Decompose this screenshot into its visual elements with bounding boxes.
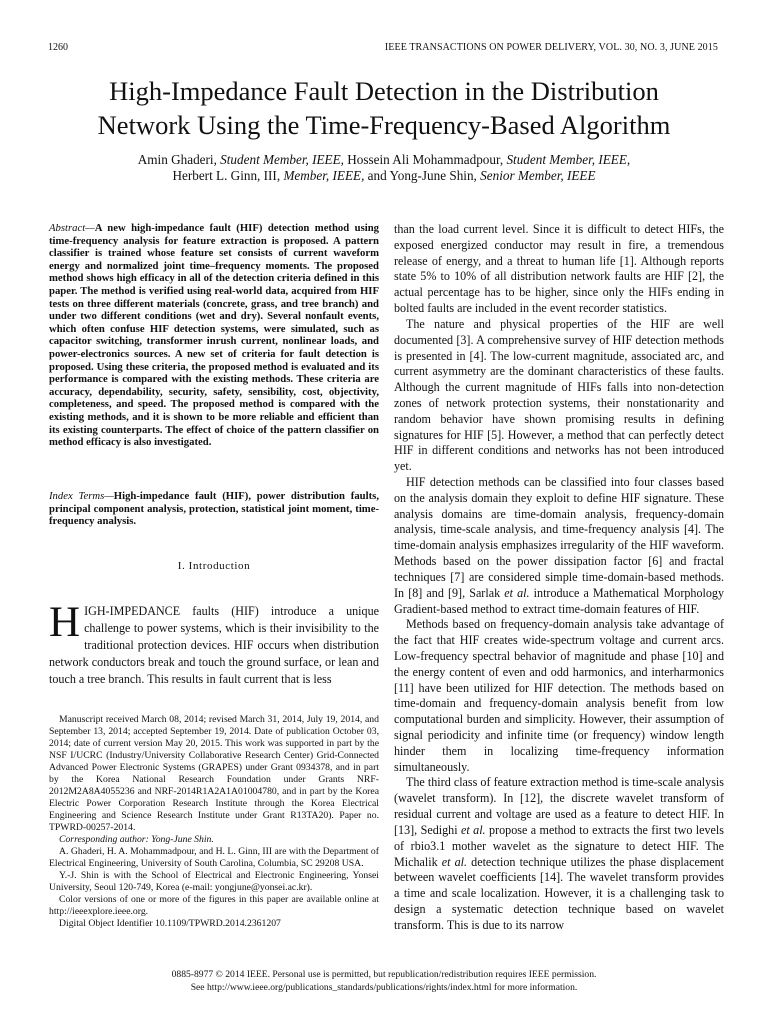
- et-al: et al.: [461, 822, 486, 837]
- author-name: Hossein Ali Mohammadpour,: [347, 152, 504, 167]
- body-paragraph: than the load current level. Since it is difficult to detect HIFs, the exposed energized conductor may result in fire, a tremendous release of energy, and a threat to human life [1]. Although reports state 5% to 10% of all distribution network faults are HIF [2], the actual percentage has to be higher, since only the HIFs ending in bolted faults are included in the event recorder statistics.: [394, 222, 724, 316]
- body-paragraph: The nature and physical properties of the HIF are well documented [3]. A comprehensive survey of HIF detection methods is presented in [4]. The low-current magnitude, associated arc, and current asymmetry are the dominant characteristics of these faults. Although the current magnitude of HIFs falls into non-detection zones of network protection systems, their nonstationarity and random behavior have shown promising results in defining signatures for HIF [5]. However, a method that can perfectly detect HIF in different conditions and networks has not been introduced yet.: [394, 316, 724, 474]
- author-membership: Senior Member, IEEE: [480, 168, 596, 183]
- copyright-notice: [60, 968, 708, 994]
- footnote-doi: Digital Object Identifier 10.1109/TPWRD.2014.2361207: [59, 918, 281, 929]
- author-line-2: [20, 168, 748, 184]
- body-text: HIF detection methods can be classified into four classes based on the analysis domain they exploit to define HIF signature. These analysis domains are time-domain analysis, frequency-domain analysis, time-scale analysis, and time-frequency analysis [4]. The time-domain analysis emphasizes irregularity of the HIF waveform. Methods based on the power dissipation factor [6] and fractal techniques [7] are considered simple time-domain-based methods. In [8] and [9], Sarlak: [394, 475, 724, 600]
- author-list: [20, 152, 748, 184]
- footnote-affiliation: Y.-J. Shin is with the School of Electrical and Electronic Engineering, Yonsei University, Seoul 120-749, Korea (e-mail: yongjune@yonsei.ac.kr).: [49, 870, 379, 893]
- author-conjunction: and: [367, 168, 387, 183]
- intro-paragraph: [49, 599, 379, 688]
- paper-title: [20, 74, 748, 142]
- title-line-1: High-Impedance Fault Detection in the Distribution: [109, 76, 659, 106]
- et-al: et al.: [441, 854, 468, 869]
- copyright-line: 0885-8977 © 2014 IEEE. Personal use is permitted, but republication/redistribution requires IEEE permission.: [171, 969, 597, 980]
- author-name: Herbert L. Ginn, III,: [172, 168, 281, 183]
- abstract-lead: Abstract—: [49, 222, 95, 234]
- footnote-color-versions: Color versions of one or more of the figures in this paper are available online at http://ieeexplore.ieee.org.: [49, 894, 379, 917]
- rights-link-line: See http://www.ieee.org/publications_standards/publications/rights/index.html for more information.: [190, 982, 578, 993]
- index-terms-lead: Index Terms—: [49, 490, 114, 502]
- author-name: Amin Ghaderi,: [137, 152, 217, 167]
- footnote: [49, 714, 379, 930]
- body-text: The third class of feature extraction method is time-scale analysis (wavelet transform). In [12], the discrete wavelet transform of residual current and voltage are used as a feature to detect HIF. In [13], Sedighi: [394, 775, 724, 837]
- page-number: 1260: [48, 42, 68, 53]
- intro-text: IGH-IMPEDANCE faults (HIF) introduce a unique challenge to power systems, which is their invisibility to the traditional protection devices. HIF occurs when distribution network conductors break and touch the ground surface, or lean and touch a tree branch. This results in fault current that is less: [49, 604, 379, 686]
- section-heading: I. Introduction: [177, 560, 251, 572]
- author-name: Yong-June Shin,: [389, 168, 477, 183]
- et-al: et al.: [504, 585, 530, 600]
- body-paragraph: [394, 775, 724, 933]
- body-paragraph: [394, 475, 724, 617]
- footnote-manuscript: Manuscript received March 08, 2014; revised March 31, 2014, July 19, 2014, and September 13, 2014; accepted September 19, 2014. Date of publication October 03, 2014; date of current version May 20, 2015. This work was supported in part by the NSF I/UCRC (Industry/University Collaborative Research Center) Grid-Connected Advanced Power Electronic Systems (GRAPES) under Grant 0934378, and in part by the Korea National Research Foundation under Grants NRF-2012M2A8A4055236 and NRF-2014R1A2A1A01004780, and in part by the Korea Electric Power Corporation Research Institute through the Korea Electrical Engineering and Science Research Institute under Grant R13TA20). Paper no. TPWRD-00257-2014.: [49, 714, 379, 833]
- running-header: IEEE TRANSACTIONS ON POWER DELIVERY, VOL. 30, NO. 3, JUNE 2015: [384, 42, 718, 53]
- abstract-text: A new high-impedance fault (HIF) detection method using time-frequency analysis for feature extraction is proposed. A pattern classifier is trained whose feature set consists of current waveform energy and normalized joint time–frequency moments. The proposed method shows high efficacy in all of the detection criteria defined in this paper. The method is verified using real-world data, acquired from HIF tests on three different materials (concrete, grass, and tree branch) and under two different conditions (wet and dry). Several nonfault events, which often confuse HIF detection systems, were simulated, such as capacitor switching, transformer inrush current, nonlinear loads, and power-electronics sources. A new set of criteria for fault detection is proposed. Using these criteria, the proposed method is evaluated and its performance is compared with the existing methods. These criteria are accuracy, dependability, security, safety, sensibility, cost, objectivity, completeness, and speed. The proposed method is compared with the existing methods, and it is shown to be more reliable and efficient than its existing counterparts. The effect of choice of the pattern classifier on method efficacy is also investigated.: [49, 222, 379, 449]
- author-line-1: [20, 152, 748, 168]
- author-membership: Student Member, IEEE,: [220, 152, 344, 167]
- author-membership: Student Member, IEEE,: [506, 152, 631, 167]
- index-terms: [49, 490, 379, 528]
- footnote-corresponding: Corresponding author: Yong-June Shin.: [59, 834, 214, 845]
- body-text: introduce a Mathematical Morphology Gradient-based method to extract time-domain features of HIF.: [394, 585, 724, 616]
- abstract: [49, 222, 379, 449]
- footnote-affiliation: A. Ghaderi, H. A. Mohammadpour, and H. L. Ginn, III are with the Department of Electrical Engineering, University of South Carolina, Columbia, SC 29208 USA.: [49, 846, 379, 869]
- author-membership: Member, IEEE,: [283, 168, 365, 183]
- drop-cap: H: [49, 599, 81, 646]
- body-text: detection technique utilizes the phase displacement between wavelet coefficients [14]. The wavelet transform provides a time and scale localization. However, it is a challenging task to design a systematic detection technique based on wavelet transform. This is due to its narrow: [394, 854, 725, 932]
- right-column: [394, 222, 724, 934]
- title-line-2: Network Using the Time-Frequency-Based Algorithm: [97, 110, 671, 140]
- index-terms-text: High-impedance fault (HIF), power distribution faults, principal component analysis, protection, statistical joint moment, time-frequency analysis.: [49, 490, 379, 528]
- body-text: propose a method to extracts the first two levels of rbio3.1 mother wavelet as the signature to detect HIF. The Michalik: [394, 822, 724, 869]
- body-paragraph: Methods based on frequency-domain analysis take advantage of the fact that HIF creates wide-spectrum voltage and current arcs. Low-frequency spectral behavior of magnitude and phase [10] and the energy content of even and odd harmonics, and interharmonics [11] have been utilized for HIF detection. The methods based on time-domain and frequency-domain analysis benefit from low computational burden and simplicity. However, their assumption of signal periodicity and infinite time (or frequency) window length hinder them in localizing time-frequency information simultaneously.: [394, 617, 724, 774]
